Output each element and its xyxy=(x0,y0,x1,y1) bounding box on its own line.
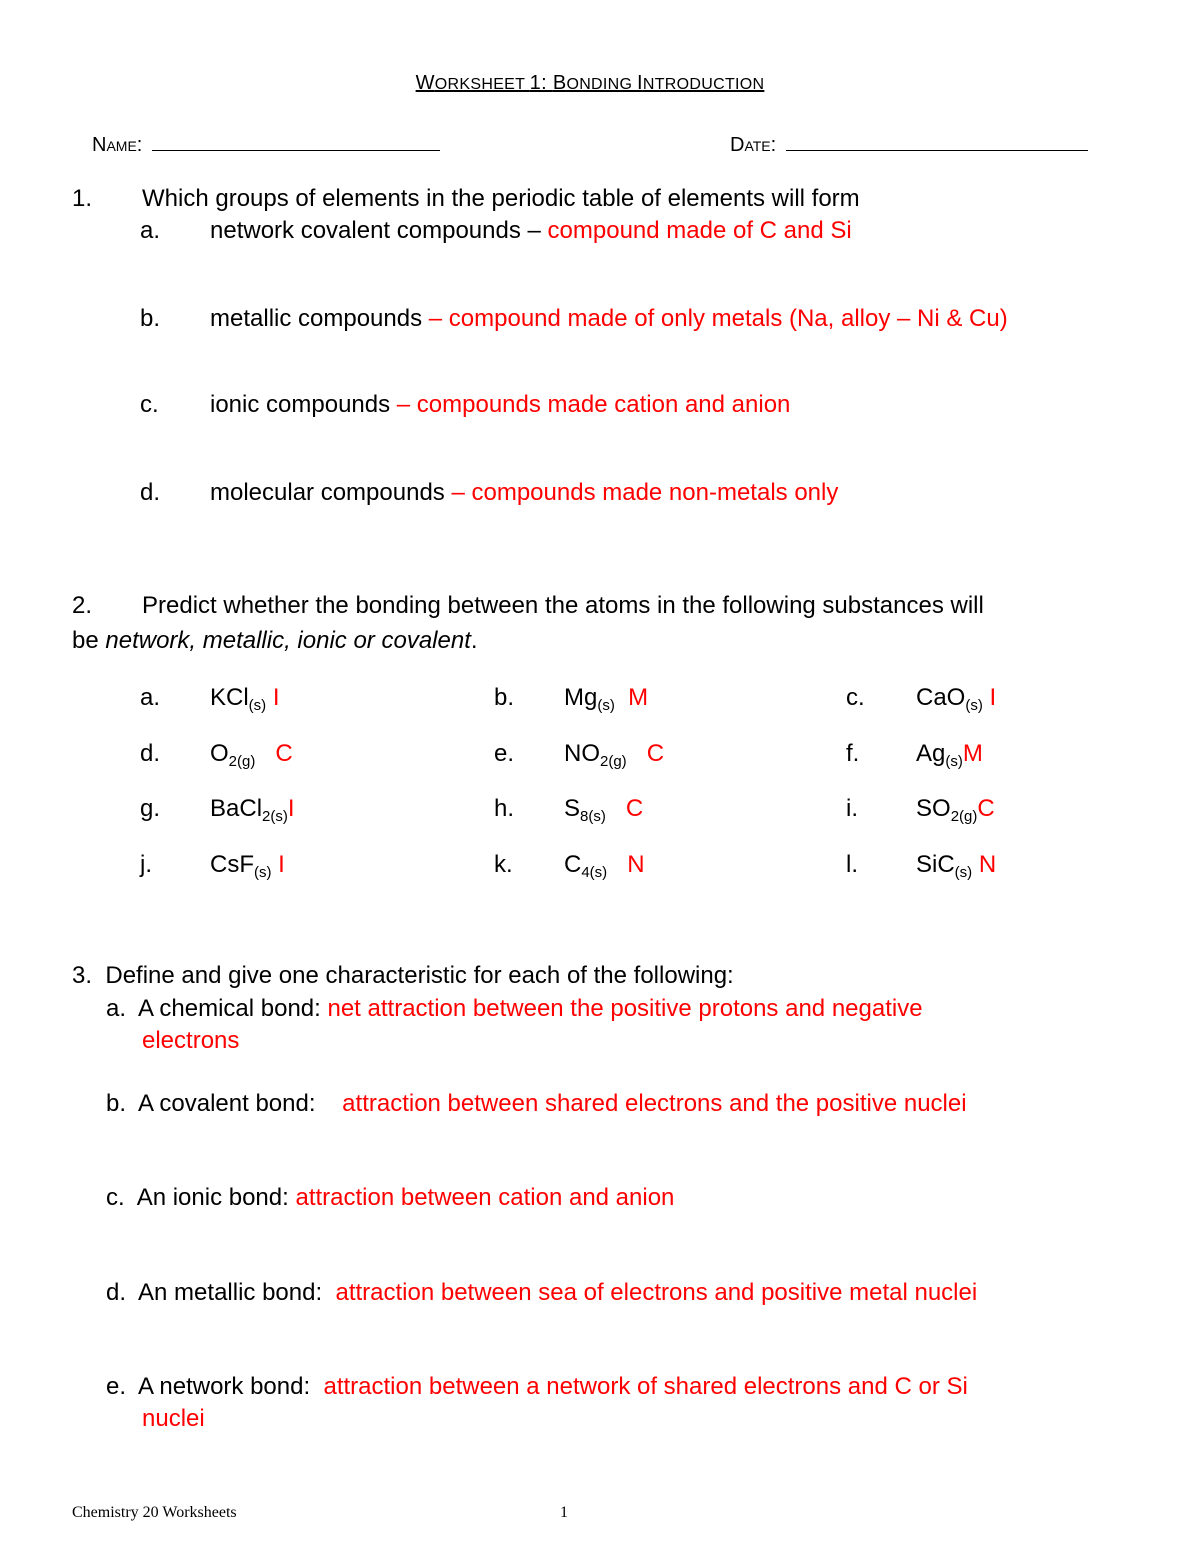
q3a-answer-cont: electrons xyxy=(142,1027,240,1054)
q3d-line xyxy=(106,1278,977,1308)
bond-type-answer: C xyxy=(977,795,995,822)
title-part: ONDING xyxy=(566,76,637,93)
formula-base: CsF xyxy=(210,851,254,878)
formula-subscript: (s) xyxy=(954,864,973,881)
q1a-dash: – xyxy=(520,217,548,244)
name-blank[interactable] xyxy=(152,130,440,151)
q1a-line xyxy=(210,216,852,246)
q2-text-line1: Predict whether the bonding between the atoms in the following substances will xyxy=(142,592,984,619)
q1c-answer: compounds made cation and anion xyxy=(416,391,791,418)
q2-item-formula xyxy=(564,850,645,880)
q1d-prompt: molecular compounds xyxy=(210,479,445,506)
bond-type-answer: C xyxy=(605,795,644,822)
q2-item-formula xyxy=(564,683,648,713)
q3c-letter: c. xyxy=(106,1184,125,1211)
bond-type-answer: I xyxy=(271,851,285,878)
q3e-answer: attraction between a network of shared electrons and C or Si xyxy=(323,1373,968,1400)
q2-item-formula xyxy=(210,794,295,824)
bond-type-answer: N xyxy=(972,851,997,878)
q1d-letter: d. xyxy=(140,479,161,506)
q2-item-formula xyxy=(564,794,643,824)
formula-subscript: (s) xyxy=(965,697,983,714)
title-part: W xyxy=(415,72,435,94)
formula-base: SiC xyxy=(916,851,955,878)
formula-base: CaO xyxy=(916,684,966,711)
q2-item-formula xyxy=(916,850,996,880)
q2-item-letter: e. xyxy=(494,740,515,767)
q3a-letter: a. xyxy=(106,995,127,1022)
date-blank[interactable] xyxy=(786,130,1088,151)
bond-type-answer: C xyxy=(255,740,293,767)
q1b-letter: b. xyxy=(140,305,161,332)
name-label: Name: xyxy=(92,134,143,156)
q2-item-formula xyxy=(210,683,280,713)
q2-item-formula xyxy=(564,739,664,769)
q1d-dash: – xyxy=(444,479,472,506)
q1-number: 1. xyxy=(72,185,93,212)
q1b-line xyxy=(210,304,1008,334)
q2-item-letter: j. xyxy=(140,851,152,878)
q1b-dash: – xyxy=(422,305,449,332)
bond-type-answer: C xyxy=(626,740,665,767)
q3-text: Define and give one characteristic for each of the following: xyxy=(105,962,734,989)
date-label: Date: xyxy=(730,134,777,156)
q3d-answer: attraction between sea of electrons and positive metal nuclei xyxy=(335,1279,978,1306)
q3e-line xyxy=(106,1372,968,1402)
q2-item-formula xyxy=(916,739,983,769)
q3b-line xyxy=(106,1089,967,1119)
formula-subscript: 2(g) xyxy=(228,753,256,770)
date-field[interactable] xyxy=(730,130,1088,157)
formula-subscript: (s) xyxy=(597,697,615,714)
q2-item-letter: i. xyxy=(846,795,858,822)
q2-item-formula xyxy=(210,739,293,769)
q3a-prompt: A chemical bond: xyxy=(138,995,328,1022)
q2-item-letter: c. xyxy=(846,684,865,711)
q2-item-letter: d. xyxy=(140,740,161,767)
bond-type-answer: I xyxy=(982,684,997,711)
formula-base: S xyxy=(564,795,581,822)
q1a-answer: compound made of C and Si xyxy=(547,217,852,244)
q3b-answer: attraction between shared electrons and the positive nuclei xyxy=(342,1090,967,1117)
q1a-letter: a. xyxy=(140,217,161,244)
formula-base: SO xyxy=(916,795,951,822)
q2-item-letter: b. xyxy=(494,684,515,711)
bond-type-answer: I xyxy=(266,684,280,711)
q3c-answer: attraction between cation and anion xyxy=(295,1184,675,1211)
formula-subscript: 2(g) xyxy=(600,753,627,770)
q1a-prompt: network covalent compounds xyxy=(210,217,521,244)
q3e-letter: e. xyxy=(106,1373,127,1400)
q3c-prompt: An ionic bond: xyxy=(136,1184,296,1211)
title-part: I xyxy=(637,72,643,94)
q2-item-formula xyxy=(916,794,995,824)
footer-title: Chemistry 20 Worksheets xyxy=(72,1504,237,1521)
q1d-line xyxy=(210,478,838,508)
q1b-answer: compound made of only metals (Na, alloy – Ni & Cu) xyxy=(448,305,1008,332)
formula-subscript: 2(g) xyxy=(950,808,978,825)
q2-text-italic: network, metallic, ionic or covalent xyxy=(105,627,471,654)
formula-subscript: 8(s) xyxy=(580,808,606,825)
q1c-letter: c. xyxy=(140,391,159,418)
q3a-answer: net attraction between the positive protons and negative xyxy=(327,995,923,1022)
q3e-prompt: A network bond: xyxy=(138,1373,324,1400)
q2-text-line2 xyxy=(72,626,478,656)
title-part: B xyxy=(552,72,567,94)
formula-base: BaCl xyxy=(210,795,263,822)
bond-type-answer: M xyxy=(962,740,983,767)
title-part: ORKSHEET xyxy=(434,76,530,93)
worksheet-title xyxy=(0,72,1180,95)
q3d-letter: d. xyxy=(106,1279,127,1306)
q3d-prompt: An metallic bond: xyxy=(138,1279,336,1306)
q3-heading xyxy=(72,961,734,991)
formula-base: C xyxy=(564,851,582,878)
page-number: 1 xyxy=(560,1504,568,1521)
q2-item-letter: l. xyxy=(846,851,858,878)
q1c-dash: – xyxy=(390,391,417,418)
q2-item-formula xyxy=(916,683,996,713)
q1-text: Which groups of elements in the periodic table of elements will form xyxy=(142,185,860,212)
formula-base: Ag xyxy=(916,740,946,767)
q3b-prompt: A covalent bond: xyxy=(138,1090,343,1117)
q2-text-pre: be xyxy=(72,627,106,654)
q1b-prompt: metallic compounds xyxy=(210,305,423,332)
q1c-line xyxy=(210,390,790,420)
title-part: NTRODUCTION xyxy=(642,76,765,93)
bond-type-answer: I xyxy=(287,795,295,822)
formula-base: O xyxy=(210,740,229,767)
formula-subscript: 4(s) xyxy=(581,864,608,881)
q2-item-letter: a. xyxy=(140,684,161,711)
q2-item-letter: h. xyxy=(494,795,515,822)
q1d-answer: compounds made non-metals only xyxy=(471,479,839,506)
q2-item-letter: k. xyxy=(494,851,513,878)
q3-number: 3. xyxy=(72,962,93,989)
q2-text-post: . xyxy=(470,627,478,654)
bond-type-answer: M xyxy=(614,684,649,711)
formula-subscript: 2(s) xyxy=(262,808,288,825)
q3e-answer-cont: nuclei xyxy=(142,1405,205,1432)
name-field[interactable] xyxy=(92,130,440,157)
bond-type-answer: N xyxy=(607,851,645,878)
q2-item-formula xyxy=(210,850,285,880)
q1c-prompt: ionic compounds xyxy=(210,391,391,418)
formula-subscript: (s) xyxy=(254,864,272,881)
q2-item-letter: f. xyxy=(846,740,860,767)
q3c-line xyxy=(106,1183,674,1213)
formula-subscript: (s) xyxy=(248,697,267,714)
title-part: 1: xyxy=(529,72,553,94)
formula-subscript: (s) xyxy=(945,753,963,770)
formula-base: KCl xyxy=(210,684,249,711)
formula-base: Mg xyxy=(564,684,598,711)
q2-number: 2. xyxy=(72,592,93,619)
formula-base: NO xyxy=(564,740,600,767)
q3b-letter: b. xyxy=(106,1090,127,1117)
q3a-line xyxy=(106,994,923,1024)
q2-item-letter: g. xyxy=(140,795,161,822)
